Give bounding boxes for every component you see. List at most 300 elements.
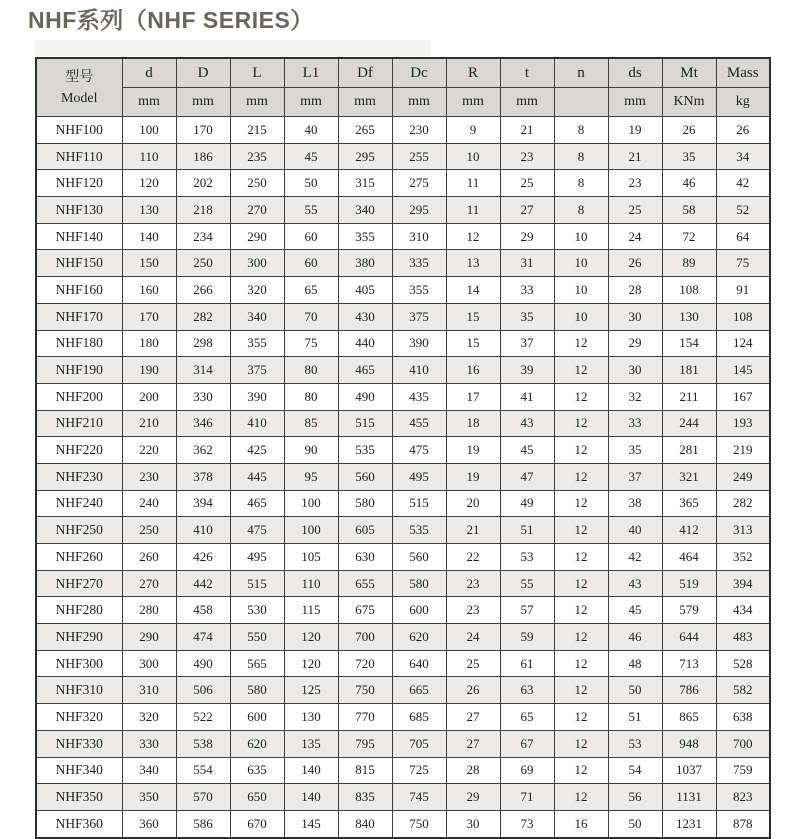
value-cell: 474: [176, 624, 230, 651]
value-cell: 12: [554, 784, 608, 811]
value-cell: 948: [662, 730, 716, 757]
value-cell: 89: [662, 250, 716, 277]
value-cell: 135: [284, 730, 338, 757]
value-cell: 685: [392, 704, 446, 731]
value-cell: 362: [176, 437, 230, 464]
value-cell: 250: [122, 517, 176, 544]
value-cell: 365: [662, 490, 716, 517]
value-cell: 28: [608, 277, 662, 304]
value-cell: 550: [230, 624, 284, 651]
value-cell: 275: [392, 170, 446, 197]
value-cell: 65: [284, 277, 338, 304]
value-cell: 190: [122, 357, 176, 384]
value-cell: 355: [392, 277, 446, 304]
title-underlay-band: [35, 40, 430, 56]
value-cell: 770: [338, 704, 392, 731]
table-row: [36, 490, 770, 517]
value-cell: 47: [500, 463, 554, 490]
value-cell: 72: [662, 223, 716, 250]
value-cell: 665: [392, 677, 446, 704]
value-cell: 24: [446, 624, 500, 651]
value-cell: 335: [392, 250, 446, 277]
table-row: [36, 544, 770, 571]
value-cell: 23: [500, 143, 554, 170]
value-cell: 50: [608, 810, 662, 837]
table-body: [36, 117, 770, 838]
table-row: [36, 437, 770, 464]
value-cell: 55: [284, 197, 338, 224]
value-cell: 490: [176, 650, 230, 677]
value-cell: 12: [554, 330, 608, 357]
value-cell: 475: [230, 517, 284, 544]
value-cell: 85: [284, 410, 338, 437]
table-row: [36, 624, 770, 651]
value-cell: 700: [338, 624, 392, 651]
value-cell: 46: [662, 170, 716, 197]
value-cell: 30: [608, 303, 662, 330]
table-row: [36, 597, 770, 624]
table-row: [36, 757, 770, 784]
value-cell: 140: [284, 757, 338, 784]
value-cell: 375: [392, 303, 446, 330]
value-cell: 10: [446, 143, 500, 170]
value-cell: 12: [554, 757, 608, 784]
value-cell: 455: [392, 410, 446, 437]
col-header-l1: L1: [284, 58, 338, 88]
value-cell: 167: [716, 383, 770, 410]
spec-table-container: [35, 57, 771, 839]
value-cell: 120: [122, 170, 176, 197]
value-cell: 26: [446, 677, 500, 704]
value-cell: 835: [338, 784, 392, 811]
value-cell: 235: [230, 143, 284, 170]
value-cell: 506: [176, 677, 230, 704]
value-cell: 170: [176, 117, 230, 144]
table-row: [36, 784, 770, 811]
value-cell: 522: [176, 704, 230, 731]
model-cell: NHF240: [36, 490, 122, 517]
value-cell: 244: [662, 410, 716, 437]
value-cell: 700: [716, 730, 770, 757]
model-cell: NHF280: [36, 597, 122, 624]
model-cell: NHF350: [36, 784, 122, 811]
value-cell: 230: [392, 117, 446, 144]
value-cell: 35: [662, 143, 716, 170]
value-cell: 865: [662, 704, 716, 731]
value-cell: 75: [716, 250, 770, 277]
value-cell: 105: [284, 544, 338, 571]
value-cell: 29: [500, 223, 554, 250]
col-unit-dc: mm: [392, 88, 446, 117]
table-row: [36, 250, 770, 277]
value-cell: 815: [338, 757, 392, 784]
value-cell: 255: [392, 143, 446, 170]
value-cell: 59: [500, 624, 554, 651]
value-cell: 211: [662, 383, 716, 410]
value-cell: 37: [608, 463, 662, 490]
value-cell: 63: [500, 677, 554, 704]
value-cell: 725: [392, 757, 446, 784]
value-cell: 705: [392, 730, 446, 757]
col-unit-l: mm: [230, 88, 284, 117]
value-cell: 33: [608, 410, 662, 437]
value-cell: 12: [554, 597, 608, 624]
value-cell: 54: [608, 757, 662, 784]
value-cell: 17: [446, 383, 500, 410]
table-header: [36, 58, 770, 117]
value-cell: 180: [122, 330, 176, 357]
value-cell: 27: [500, 197, 554, 224]
value-cell: 160: [122, 277, 176, 304]
model-header-cn: 型号: [65, 69, 94, 85]
table-row: [36, 197, 770, 224]
value-cell: 380: [338, 250, 392, 277]
value-cell: 786: [662, 677, 716, 704]
value-cell: 22: [446, 544, 500, 571]
model-cell: NHF200: [36, 383, 122, 410]
col-header-mt: Mt: [662, 58, 716, 88]
value-cell: 140: [122, 223, 176, 250]
value-cell: 12: [554, 410, 608, 437]
model-cell: NHF290: [36, 624, 122, 651]
value-cell: 8: [554, 143, 608, 170]
value-cell: 464: [662, 544, 716, 571]
value-cell: 570: [176, 784, 230, 811]
value-cell: 125: [284, 677, 338, 704]
table-row: [36, 277, 770, 304]
value-cell: 110: [284, 570, 338, 597]
col-header-ds: ds: [608, 58, 662, 88]
value-cell: 565: [230, 650, 284, 677]
page-title: NHF系列（NHF SERIES）: [28, 7, 314, 33]
col-header-d: d: [122, 58, 176, 88]
table-row: [36, 223, 770, 250]
value-cell: 130: [284, 704, 338, 731]
value-cell: 120: [284, 624, 338, 651]
value-cell: 12: [554, 704, 608, 731]
value-cell: 19: [608, 117, 662, 144]
value-cell: 554: [176, 757, 230, 784]
value-cell: 48: [608, 650, 662, 677]
table-row: [36, 170, 770, 197]
model-cell: NHF330: [36, 730, 122, 757]
value-cell: 43: [500, 410, 554, 437]
value-cell: 350: [122, 784, 176, 811]
header-symbol-row: [36, 58, 770, 88]
value-cell: 580: [338, 490, 392, 517]
value-cell: 21: [500, 117, 554, 144]
value-cell: 24: [608, 223, 662, 250]
value-cell: 340: [230, 303, 284, 330]
value-cell: 21: [608, 143, 662, 170]
value-cell: 18: [446, 410, 500, 437]
value-cell: 42: [716, 170, 770, 197]
value-cell: 745: [392, 784, 446, 811]
value-cell: 295: [392, 197, 446, 224]
value-cell: 95: [284, 463, 338, 490]
value-cell: 640: [392, 650, 446, 677]
value-cell: 8: [554, 197, 608, 224]
value-cell: 10: [554, 223, 608, 250]
value-cell: 310: [122, 677, 176, 704]
value-cell: 10: [554, 277, 608, 304]
value-cell: 823: [716, 784, 770, 811]
value-cell: 19: [446, 463, 500, 490]
col-header-d: D: [176, 58, 230, 88]
model-cell: NHF150: [36, 250, 122, 277]
value-cell: 12: [554, 544, 608, 571]
col-header-df: Df: [338, 58, 392, 88]
table-row: [36, 357, 770, 384]
value-cell: 15: [446, 330, 500, 357]
value-cell: 12: [554, 650, 608, 677]
col-header-r: R: [446, 58, 500, 88]
value-cell: 495: [230, 544, 284, 571]
col-unit-t: mm: [500, 88, 554, 117]
value-cell: 215: [230, 117, 284, 144]
value-cell: 580: [392, 570, 446, 597]
model-cell: NHF190: [36, 357, 122, 384]
value-cell: 282: [716, 490, 770, 517]
table-row: [36, 677, 770, 704]
value-cell: 442: [176, 570, 230, 597]
value-cell: 300: [230, 250, 284, 277]
value-cell: 234: [176, 223, 230, 250]
value-cell: 670: [230, 810, 284, 837]
value-cell: 458: [176, 597, 230, 624]
value-cell: 100: [284, 517, 338, 544]
value-cell: 28: [446, 757, 500, 784]
value-cell: 16: [554, 810, 608, 837]
value-cell: 90: [284, 437, 338, 464]
col-unit-r: mm: [446, 88, 500, 117]
value-cell: 8: [554, 117, 608, 144]
model-cell: NHF250: [36, 517, 122, 544]
value-cell: 528: [716, 650, 770, 677]
model-header-en: Model: [60, 90, 98, 106]
value-cell: 1037: [662, 757, 716, 784]
model-cell: NHF360: [36, 810, 122, 837]
value-cell: 330: [176, 383, 230, 410]
value-cell: 64: [716, 223, 770, 250]
value-cell: 45: [608, 597, 662, 624]
value-cell: 58: [662, 197, 716, 224]
value-cell: 60: [284, 250, 338, 277]
value-cell: 582: [716, 677, 770, 704]
value-cell: 600: [230, 704, 284, 731]
model-cell: NHF340: [36, 757, 122, 784]
value-cell: 410: [392, 357, 446, 384]
value-cell: 12: [554, 383, 608, 410]
value-cell: 515: [230, 570, 284, 597]
value-cell: 1131: [662, 784, 716, 811]
value-cell: 298: [176, 330, 230, 357]
value-cell: 425: [230, 437, 284, 464]
value-cell: 378: [176, 463, 230, 490]
value-cell: 56: [608, 784, 662, 811]
value-cell: 620: [392, 624, 446, 651]
value-cell: 445: [230, 463, 284, 490]
value-cell: 100: [284, 490, 338, 517]
value-cell: 600: [392, 597, 446, 624]
value-cell: 26: [662, 117, 716, 144]
value-cell: 250: [176, 250, 230, 277]
value-cell: 27: [446, 704, 500, 731]
value-cell: 53: [608, 730, 662, 757]
value-cell: 38: [608, 490, 662, 517]
value-cell: 530: [230, 597, 284, 624]
model-cell: NHF220: [36, 437, 122, 464]
value-cell: 475: [392, 437, 446, 464]
col-header-t: t: [500, 58, 554, 88]
col-unit-mass: kg: [716, 88, 770, 117]
value-cell: 405: [338, 277, 392, 304]
value-cell: 346: [176, 410, 230, 437]
value-cell: 51: [608, 704, 662, 731]
value-cell: 282: [176, 303, 230, 330]
value-cell: 145: [716, 357, 770, 384]
value-cell: 390: [230, 383, 284, 410]
value-cell: 230: [122, 463, 176, 490]
value-cell: 483: [716, 624, 770, 651]
value-cell: 394: [176, 490, 230, 517]
value-cell: 12: [554, 730, 608, 757]
value-cell: 12: [554, 624, 608, 651]
value-cell: 795: [338, 730, 392, 757]
value-cell: 37: [500, 330, 554, 357]
value-cell: 50: [284, 170, 338, 197]
value-cell: 15: [446, 303, 500, 330]
value-cell: 26: [608, 250, 662, 277]
value-cell: 145: [284, 810, 338, 837]
value-cell: 270: [122, 570, 176, 597]
value-cell: 12: [554, 463, 608, 490]
value-cell: 8: [554, 170, 608, 197]
value-cell: 586: [176, 810, 230, 837]
value-cell: 12: [446, 223, 500, 250]
value-cell: 49: [500, 490, 554, 517]
value-cell: 644: [662, 624, 716, 651]
value-cell: 108: [716, 303, 770, 330]
value-cell: 12: [554, 357, 608, 384]
value-cell: 45: [500, 437, 554, 464]
value-cell: 315: [338, 170, 392, 197]
value-cell: 495: [392, 463, 446, 490]
model-cell: NHF160: [36, 277, 122, 304]
value-cell: 61: [500, 650, 554, 677]
value-cell: 35: [608, 437, 662, 464]
value-cell: 32: [608, 383, 662, 410]
value-cell: 41: [500, 383, 554, 410]
value-cell: 620: [230, 730, 284, 757]
value-cell: 50: [608, 677, 662, 704]
value-cell: 57: [500, 597, 554, 624]
col-unit-n: [554, 88, 608, 117]
value-cell: 9: [446, 117, 500, 144]
value-cell: 220: [122, 437, 176, 464]
value-cell: 630: [338, 544, 392, 571]
value-cell: 39: [500, 357, 554, 384]
value-cell: 23: [446, 597, 500, 624]
value-cell: 434: [716, 597, 770, 624]
value-cell: 170: [122, 303, 176, 330]
value-cell: 154: [662, 330, 716, 357]
value-cell: 75: [284, 330, 338, 357]
value-cell: 124: [716, 330, 770, 357]
model-cell: NHF100: [36, 117, 122, 144]
value-cell: 30: [608, 357, 662, 384]
value-cell: 320: [122, 704, 176, 731]
value-cell: 394: [716, 570, 770, 597]
value-cell: 430: [338, 303, 392, 330]
value-cell: 210: [122, 410, 176, 437]
value-cell: 25: [608, 197, 662, 224]
value-cell: 65: [500, 704, 554, 731]
value-cell: 80: [284, 357, 338, 384]
value-cell: 320: [230, 277, 284, 304]
value-cell: 55: [500, 570, 554, 597]
value-cell: 25: [500, 170, 554, 197]
value-cell: 840: [338, 810, 392, 837]
value-cell: 412: [662, 517, 716, 544]
value-cell: 67: [500, 730, 554, 757]
value-cell: 29: [446, 784, 500, 811]
spec-table: [35, 57, 771, 839]
table-row: [36, 704, 770, 731]
value-cell: 352: [716, 544, 770, 571]
model-cell: NHF270: [36, 570, 122, 597]
value-cell: 218: [176, 197, 230, 224]
value-cell: 750: [338, 677, 392, 704]
model-cell: NHF300: [36, 650, 122, 677]
value-cell: 193: [716, 410, 770, 437]
value-cell: 314: [176, 357, 230, 384]
value-cell: 23: [608, 170, 662, 197]
value-cell: 42: [608, 544, 662, 571]
col-header-model: [36, 58, 122, 117]
value-cell: 465: [338, 357, 392, 384]
value-cell: 266: [176, 277, 230, 304]
value-cell: 53: [500, 544, 554, 571]
value-cell: 249: [716, 463, 770, 490]
table-row: [36, 410, 770, 437]
value-cell: 1231: [662, 810, 716, 837]
value-cell: 115: [284, 597, 338, 624]
value-cell: 490: [338, 383, 392, 410]
value-cell: 280: [122, 597, 176, 624]
value-cell: 35: [500, 303, 554, 330]
col-unit-d: mm: [122, 88, 176, 117]
value-cell: 375: [230, 357, 284, 384]
value-cell: 19: [446, 437, 500, 464]
model-cell: NHF180: [36, 330, 122, 357]
value-cell: 295: [338, 143, 392, 170]
value-cell: 60: [284, 223, 338, 250]
value-cell: 34: [716, 143, 770, 170]
model-cell: NHF130: [36, 197, 122, 224]
value-cell: 635: [230, 757, 284, 784]
value-cell: 12: [554, 437, 608, 464]
col-header-n: n: [554, 58, 608, 88]
col-header-mass: Mass: [716, 58, 770, 88]
value-cell: 281: [662, 437, 716, 464]
value-cell: 290: [230, 223, 284, 250]
col-unit-mt: KNm: [662, 88, 716, 117]
value-cell: 265: [338, 117, 392, 144]
value-cell: 11: [446, 170, 500, 197]
table-row: [36, 810, 770, 837]
value-cell: 579: [662, 597, 716, 624]
